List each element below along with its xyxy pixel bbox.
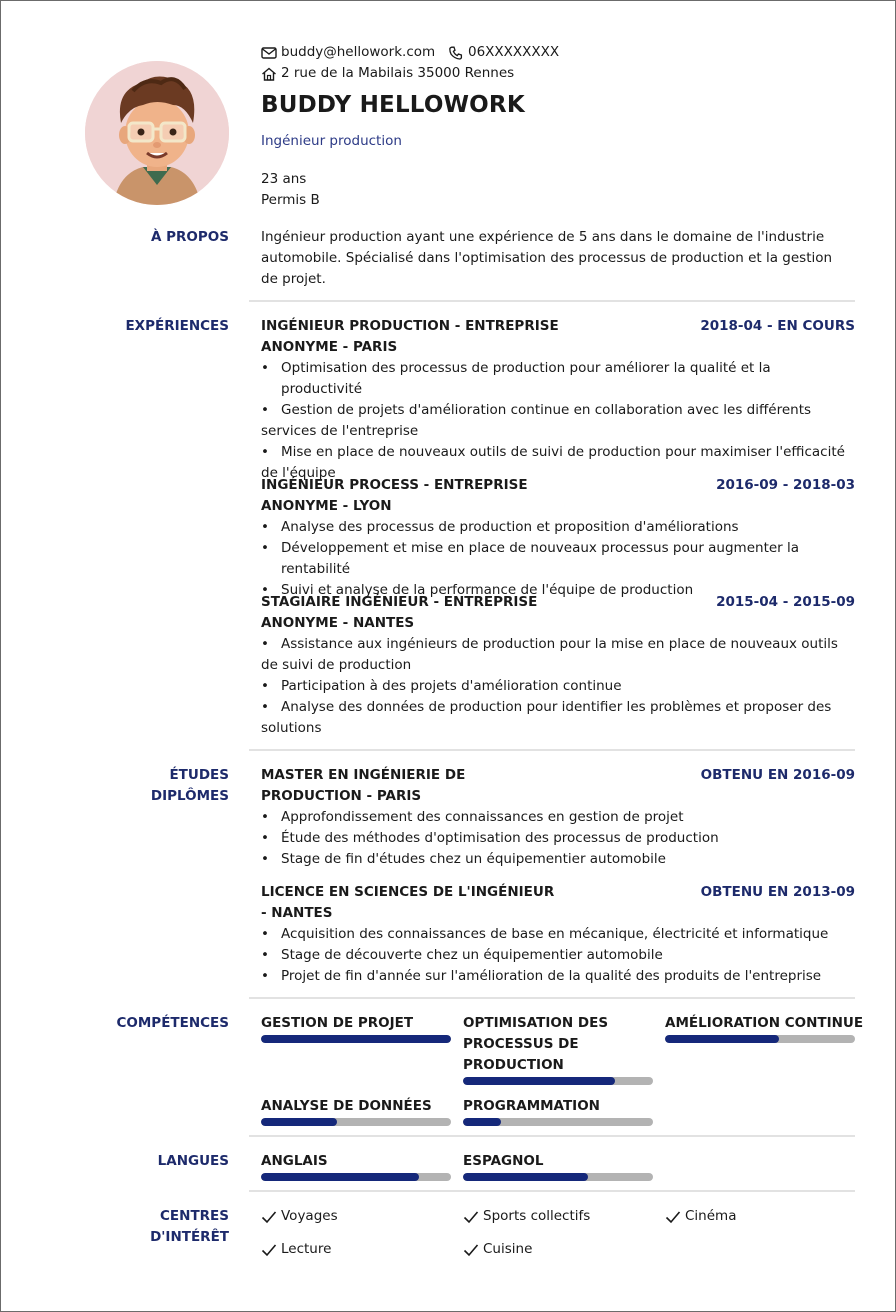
list-item: • Projet de fin d'année sur l'amélioration de la qualité des produits de l'entreprise [261, 966, 855, 987]
language-bar [261, 1173, 451, 1181]
interest-text: Sports collectifs [483, 1208, 591, 1224]
education-date: OBTENU EN 2016-09 [700, 767, 855, 783]
list-item: • Analyse des données de production pour identifier les problèmes et proposer des solutions [261, 697, 855, 739]
skill-name: AMÉLIORATION CONTINUE [665, 1015, 864, 1031]
list-item: • Suivi et analyse de la performance de l'équipe de production [261, 580, 855, 601]
skill-bar [665, 1035, 855, 1043]
education-item-2 [261, 882, 855, 987]
list-item: • Mise en place de nouveaux outils de suivi de production pour maximiser l'efficacité de l'équipe [261, 442, 855, 484]
age: 23 ans [261, 171, 307, 187]
language-item [463, 1151, 653, 1181]
education-label-line2: DIPLÔMES [150, 788, 229, 804]
language-item [261, 1151, 451, 1181]
interest-text: Lecture [281, 1241, 332, 1257]
language-bar [463, 1173, 653, 1181]
about-text: Ingénieur production ayant une expérience de 5 ans dans le domaine de l'industrie automobile. Spécialisé dans l'optimisation des processus de production et la gestion de projet. [261, 229, 833, 287]
interest-item [463, 1206, 590, 1227]
divider [249, 1190, 855, 1192]
phone-text: 06XXXXXXXX [468, 44, 560, 60]
list-item: • Optimisation des processus de production pour améliorer la qualité et la productivité [261, 358, 855, 400]
skill-item [463, 1013, 653, 1085]
list-item: • Stage de fin d'études chez un équipementier automobile [261, 849, 855, 870]
address-contact [261, 63, 514, 84]
skill-bar-fill [261, 1035, 451, 1043]
skill-item [665, 1013, 864, 1043]
experience-title: INGÉNIEUR PROCESS - ENTREPRISE ANONYME - LYON [261, 477, 528, 514]
skill-name: OPTIMISATION DES PROCESSUS DE PRODUCTION [463, 1015, 609, 1073]
language-name: ANGLAIS [261, 1153, 328, 1169]
list-item: • Étude des méthodes d'optimisation des processus de production [261, 828, 855, 849]
skill-item [463, 1096, 653, 1126]
check-icon [665, 1210, 681, 1224]
list-item: • Gestion de projets d'amélioration continue en collaboration avec les différents services de l'entreprise [261, 400, 855, 442]
skill-bar [261, 1035, 451, 1043]
education-item-1 [261, 765, 855, 870]
phone-icon [448, 46, 464, 60]
interests-label-line1: CENTRES [160, 1208, 229, 1224]
interest-item [261, 1239, 331, 1260]
experience-date: 2018-04 - EN COURS [700, 318, 855, 334]
divider [249, 997, 855, 999]
check-icon [463, 1210, 479, 1224]
education-label-line1: ÉTUDES [169, 767, 229, 783]
skill-bar-fill [261, 1118, 337, 1126]
experience-label: EXPÉRIENCES [125, 318, 229, 334]
email-contact [261, 42, 435, 63]
skill-name: PROGRAMMATION [463, 1098, 600, 1114]
experience-item-1 [261, 316, 855, 484]
skill-item [261, 1013, 451, 1043]
list-item: • Stage de découverte chez un équipementier automobile [261, 945, 855, 966]
avatar [85, 61, 229, 205]
divider [249, 1135, 855, 1137]
language-bar-fill [261, 1173, 419, 1181]
list-item: • Analyse des processus de production et proposition d'améliorations [261, 517, 855, 538]
language-bar-fill [463, 1173, 588, 1181]
interest-text: Voyages [281, 1208, 338, 1224]
phone-contact [448, 42, 559, 63]
interests-label-line2: D'INTÉRÊT [150, 1229, 229, 1245]
languages-label: LANGUES [157, 1153, 229, 1169]
skill-bar-fill [665, 1035, 779, 1043]
language-name: ESPAGNOL [463, 1153, 544, 1169]
divider [249, 749, 855, 751]
divider [249, 300, 855, 302]
experience-title: INGÉNIEUR PRODUCTION - ENTREPRISE ANONYME - PARIS [261, 318, 559, 355]
skill-bar [261, 1118, 451, 1126]
education-title: MASTER EN INGÉNIERIE DE PRODUCTION - PARIS [261, 767, 466, 804]
skill-name: GESTION DE PROJET [261, 1015, 414, 1031]
check-icon [261, 1210, 277, 1224]
skill-bar-fill [463, 1118, 501, 1126]
experience-item-2 [261, 475, 855, 601]
address-text: 2 rue de la Mabilais 35000 Rennes [281, 65, 515, 81]
education-title: LICENCE EN SCIENCES DE L'INGÉNIEUR - NANTES [261, 884, 555, 921]
skill-item [261, 1096, 451, 1126]
experience-date: 2016-09 - 2018-03 [716, 477, 855, 493]
candidate-name: BUDDY HELLOWORK [261, 92, 525, 118]
list-item: • Participation à des projets d'amélioration continue [261, 676, 855, 697]
check-icon [463, 1243, 479, 1257]
education-date: OBTENU EN 2013-09 [700, 884, 855, 900]
interest-item [463, 1239, 532, 1260]
interest-item [261, 1206, 338, 1227]
interest-text: Cinéma [685, 1208, 737, 1224]
skills-label: COMPÉTENCES [116, 1015, 229, 1031]
skill-bar-fill [463, 1077, 615, 1085]
check-icon [261, 1243, 277, 1257]
list-item: • Approfondissement des connaissances en gestion de projet [261, 807, 855, 828]
list-item: • Assistance aux ingénieurs de production pour la mise en place de nouveaux outils de suivi de production [261, 634, 855, 676]
skill-bar [463, 1118, 653, 1126]
experience-item-3 [261, 592, 855, 739]
interest-text: Cuisine [483, 1241, 533, 1257]
driving-license: Permis B [261, 192, 320, 208]
skill-bar [463, 1077, 653, 1085]
education-label [79, 765, 229, 807]
about-label: À PROPOS [150, 229, 229, 245]
experience-date: 2015-04 - 2015-09 [716, 594, 855, 610]
interests-label [79, 1206, 229, 1248]
mail-icon [261, 46, 277, 60]
job-title: Ingénieur production [261, 133, 402, 149]
experience-title: STAGIAIRE INGÉNIEUR - ENTREPRISE ANONYME - NANTES [261, 594, 538, 631]
list-item: • Acquisition des connaissances de base en mécanique, électricité et informatique [261, 924, 855, 945]
list-item: • Développement et mise en place de nouveaux processus pour augmenter la rentabilité [261, 538, 855, 580]
skill-name: ANALYSE DE DONNÉES [261, 1098, 432, 1114]
email-text: buddy@hellowork.com [281, 44, 436, 60]
interest-item [665, 1206, 736, 1227]
home-icon [261, 67, 277, 81]
